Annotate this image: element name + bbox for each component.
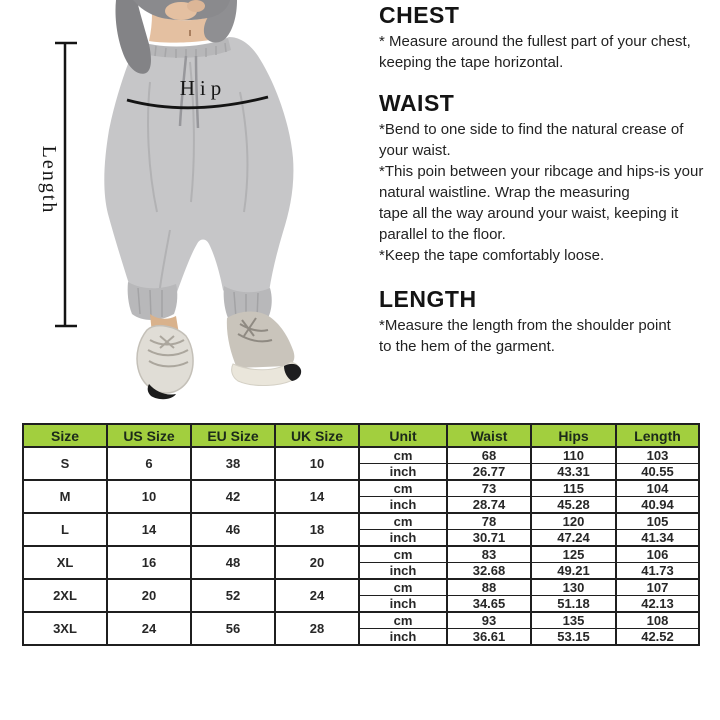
unit-cell: inch — [359, 530, 447, 547]
chest-section — [379, 2, 719, 73]
size-cell: S — [23, 447, 107, 480]
length-value: 106 — [616, 546, 699, 563]
hips-value: 115 — [531, 480, 616, 497]
us-size-cell: 10 — [107, 480, 191, 513]
eu-size-cell: 42 — [191, 480, 275, 513]
col-header-eu-size: EU Size — [191, 424, 275, 447]
col-header-waist: Waist — [447, 424, 531, 447]
length-value: 42.52 — [616, 629, 699, 646]
instruction-line: *This poin between your ribcage and hips-is your — [379, 163, 704, 180]
uk-size-cell: 20 — [275, 546, 359, 579]
unit-cell: cm — [359, 612, 447, 629]
waist-value: 78 — [447, 513, 531, 530]
length-heading: LENGTH — [379, 286, 477, 312]
unit-cell: cm — [359, 447, 447, 464]
unit-cell: inch — [359, 464, 447, 481]
size-cell: 3XL — [23, 612, 107, 645]
uk-size-cell: 18 — [275, 513, 359, 546]
waist-section — [379, 90, 719, 266]
instruction-line: *Keep the tape comfortably loose. — [379, 247, 605, 264]
model-photo-area — [0, 0, 380, 418]
size-cell: L — [23, 513, 107, 546]
hips-value: 125 — [531, 546, 616, 563]
measuring-instructions — [379, 2, 719, 357]
us-size-cell: 20 — [107, 579, 191, 612]
unit-cell: cm — [359, 513, 447, 530]
hips-value: 53.15 — [531, 629, 616, 646]
hip-label: Hip — [179, 76, 227, 100]
hips-value: 43.31 — [531, 464, 616, 481]
size-cell: XL — [23, 546, 107, 579]
size-table-container — [22, 423, 700, 646]
eu-size-cell: 46 — [191, 513, 275, 546]
instruction-line: * Measure around the fullest part of your chest, — [379, 33, 691, 50]
waist-value: 68 — [447, 447, 531, 464]
hand-fingers — [187, 0, 205, 12]
hips-value: 120 — [531, 513, 616, 530]
unit-cell: inch — [359, 596, 447, 613]
table-row — [23, 447, 699, 464]
crop-top-left-sleeve — [115, 0, 150, 74]
length-value: 104 — [616, 480, 699, 497]
waist-value: 36.61 — [447, 629, 531, 646]
waist-value: 32.68 — [447, 563, 531, 580]
col-header-us-size: US Size — [107, 424, 191, 447]
unit-cell: cm — [359, 480, 447, 497]
hips-value: 110 — [531, 447, 616, 464]
col-header-hips: Hips — [531, 424, 616, 447]
length-value: 41.73 — [616, 563, 699, 580]
length-value: 42.13 — [616, 596, 699, 613]
waist-value: 88 — [447, 579, 531, 596]
col-header-unit: Unit — [359, 424, 447, 447]
waist-value: 28.74 — [447, 497, 531, 514]
eu-size-cell: 52 — [191, 579, 275, 612]
instruction-line: natural waistline. Wrap the measuring — [379, 184, 630, 201]
instruction-line: *Measure the length from the shoulder point — [379, 317, 671, 334]
length-value: 40.55 — [616, 464, 699, 481]
length-value: 108 — [616, 612, 699, 629]
waist-value: 34.65 — [447, 596, 531, 613]
us-size-cell: 6 — [107, 447, 191, 480]
table-row — [23, 612, 699, 629]
col-header-size: Size — [23, 424, 107, 447]
table-row — [23, 480, 699, 497]
instruction-line: your waist. — [379, 142, 451, 159]
hips-value: 47.24 — [531, 530, 616, 547]
unit-cell: cm — [359, 546, 447, 563]
uk-size-cell: 10 — [275, 447, 359, 480]
hips-value: 135 — [531, 612, 616, 629]
hips-value: 130 — [531, 579, 616, 596]
uk-size-cell: 14 — [275, 480, 359, 513]
hips-value: 49.21 — [531, 563, 616, 580]
col-header-length: Length — [616, 424, 699, 447]
instruction-line: keeping the tape horizontal. — [379, 54, 564, 71]
size-table — [22, 423, 700, 646]
length-value: 103 — [616, 447, 699, 464]
uk-size-cell: 24 — [275, 579, 359, 612]
eu-size-cell: 48 — [191, 546, 275, 579]
size-cell: M — [23, 480, 107, 513]
unit-cell: inch — [359, 629, 447, 646]
hips-value: 45.28 — [531, 497, 616, 514]
length-value: 105 — [616, 513, 699, 530]
size-cell: 2XL — [23, 579, 107, 612]
waist-value: 93 — [447, 612, 531, 629]
left-shoe — [137, 326, 193, 393]
unit-cell: inch — [359, 497, 447, 514]
instruction-line: parallel to the floor. — [379, 226, 506, 243]
eu-size-cell: 38 — [191, 447, 275, 480]
us-size-cell: 14 — [107, 513, 191, 546]
length-value: 41.34 — [616, 530, 699, 547]
instruction-line: to the hem of the garment. — [379, 338, 555, 355]
waist-value: 83 — [447, 546, 531, 563]
table-row — [23, 546, 699, 563]
unit-cell: inch — [359, 563, 447, 580]
us-size-cell: 16 — [107, 546, 191, 579]
chest-heading: CHEST — [379, 2, 460, 28]
eu-size-cell: 56 — [191, 612, 275, 645]
waist-value: 73 — [447, 480, 531, 497]
waist-value: 26.77 — [447, 464, 531, 481]
hips-value: 51.18 — [531, 596, 616, 613]
instruction-line: *Bend to one side to find the natural crease of — [379, 121, 684, 138]
col-header-uk-size: UK Size — [275, 424, 359, 447]
right-shoe-upper — [227, 311, 295, 368]
waist-heading: WAIST — [379, 90, 455, 116]
table-row — [23, 579, 699, 596]
length-section — [379, 286, 719, 357]
length-value: 107 — [616, 579, 699, 596]
unit-cell: cm — [359, 579, 447, 596]
length-label: Length — [38, 145, 60, 215]
us-size-cell: 24 — [107, 612, 191, 645]
table-header-row — [23, 424, 699, 447]
uk-size-cell: 28 — [275, 612, 359, 645]
length-value: 40.94 — [616, 497, 699, 514]
waist-value: 30.71 — [447, 530, 531, 547]
instruction-line: tape all the way around your waist, keeping it — [379, 205, 679, 222]
table-row — [23, 513, 699, 530]
